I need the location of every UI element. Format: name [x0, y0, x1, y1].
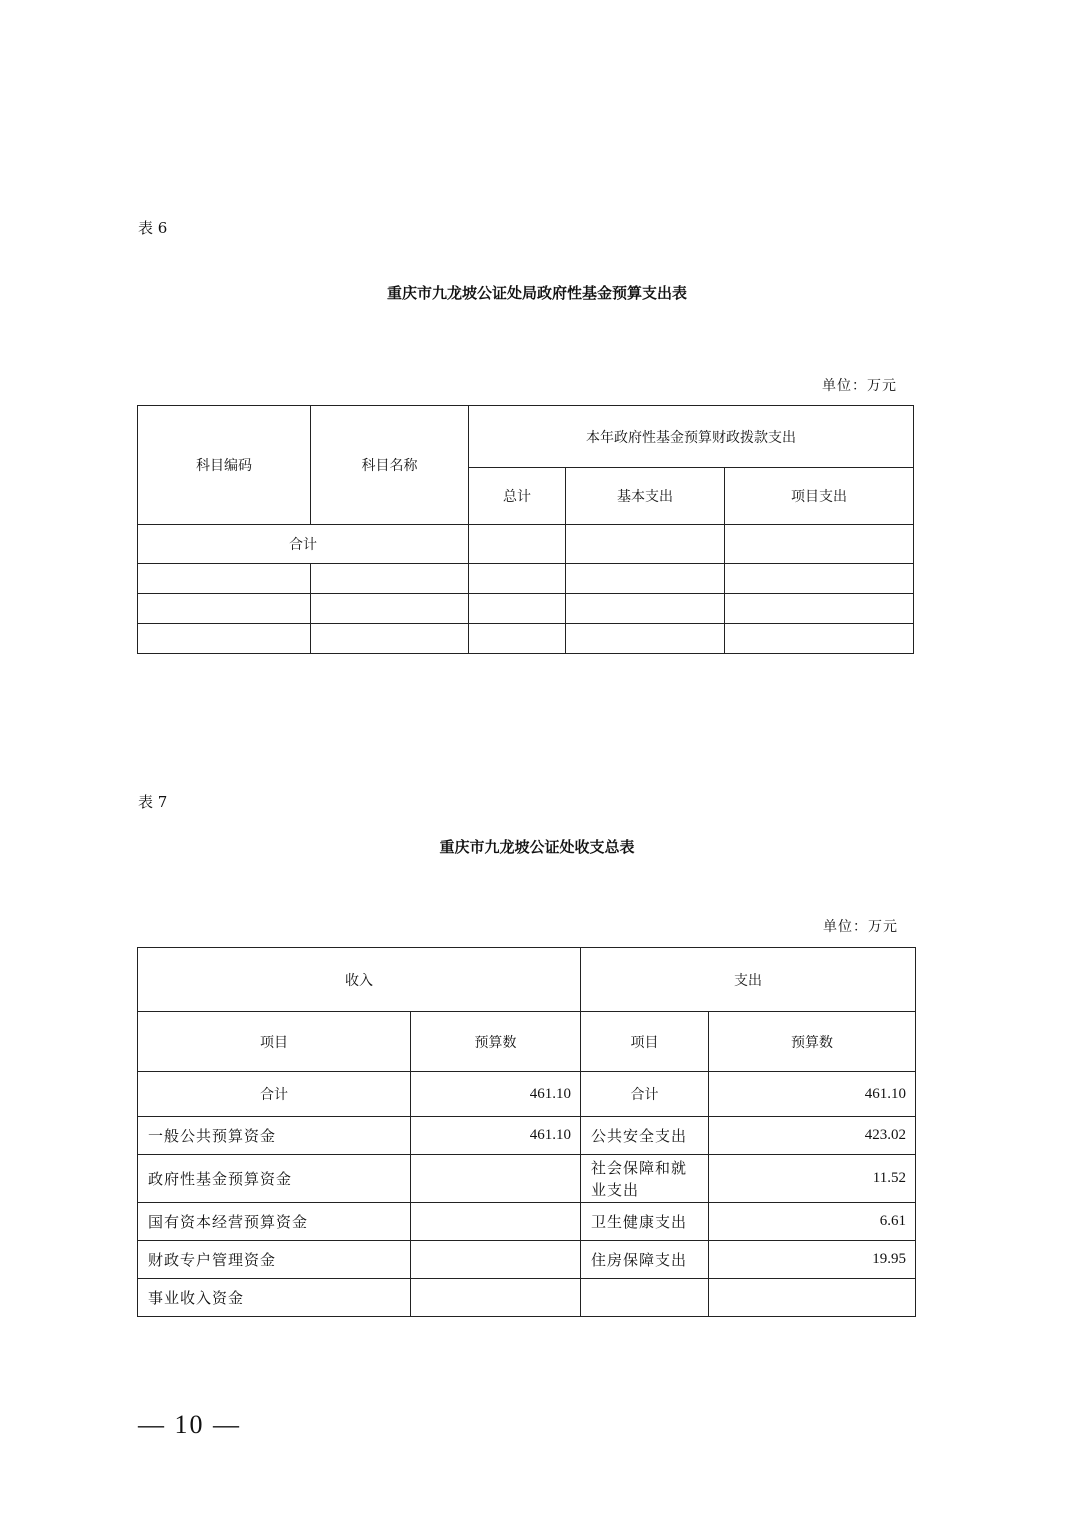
table-cell: [311, 594, 469, 624]
expense-item: [581, 1279, 709, 1317]
header-subject-code: 科目编码: [138, 406, 311, 525]
page-number: — 10 —: [138, 1410, 241, 1439]
table-cell: [566, 564, 725, 594]
table-row: [138, 1279, 916, 1317]
table-row: [138, 594, 914, 624]
income-value: [411, 1241, 581, 1279]
table-cell: [469, 594, 566, 624]
table-cell: [469, 624, 566, 654]
table-cell: [566, 624, 725, 654]
income-item: 国有资本经营预算资金: [138, 1203, 411, 1241]
table-row: [138, 1072, 916, 1117]
table-cell: [725, 594, 914, 624]
table-cell: [138, 594, 311, 624]
table-row: [138, 1203, 916, 1241]
expense-value: 423.02: [709, 1117, 916, 1155]
income-total-value: 461.10: [411, 1072, 581, 1117]
income-item: 事业收入资金: [138, 1279, 411, 1317]
income-value: [411, 1279, 581, 1317]
expense-value: 19.95: [709, 1241, 916, 1279]
expense-value: [709, 1279, 916, 1317]
table7-title: 重庆市九龙坡公证处收支总表: [439, 838, 635, 856]
header-basic: 基本支出: [566, 468, 725, 525]
expense-value: 11.52: [709, 1155, 916, 1203]
income-value: [411, 1155, 581, 1203]
header-fund-expenditure: 本年政府性基金预算财政拨款支出: [469, 406, 914, 468]
header-subject-name: 科目名称: [311, 406, 469, 525]
header-total: 总计: [469, 468, 566, 525]
expense-item: 卫生健康支出: [581, 1203, 709, 1241]
table-cell: [725, 564, 914, 594]
income-value: [411, 1203, 581, 1241]
table-cell: [725, 624, 914, 654]
table-row: [138, 525, 914, 564]
table-cell: [138, 564, 311, 594]
table-cell: [469, 564, 566, 594]
expense-item: 住房保障支出: [581, 1241, 709, 1279]
table-cell: [311, 624, 469, 654]
table-row: [138, 564, 914, 594]
header-income: 收入: [138, 948, 581, 1012]
header-expense-item: 项目: [581, 1012, 709, 1072]
table-row: [138, 1155, 916, 1203]
expense-total-label: 合计: [581, 1072, 709, 1117]
table-row: [138, 1117, 916, 1155]
expense-value: 6.61: [709, 1203, 916, 1241]
table-cell: [566, 594, 725, 624]
table-cell: [138, 624, 311, 654]
income-total-label: 合计: [138, 1072, 411, 1117]
table6: [137, 405, 914, 654]
table6-unit: 单位：万元: [822, 378, 897, 394]
table-cell: [566, 525, 725, 564]
table7: [137, 947, 916, 1317]
income-item: 一般公共预算资金: [138, 1117, 411, 1155]
expense-item: 公共安全支出: [581, 1117, 709, 1155]
table7-unit: 单位：万元: [823, 919, 898, 935]
total-row-label: 合计: [138, 525, 469, 564]
table7-label: 表 7: [138, 793, 168, 811]
income-item: 财政专户管理资金: [138, 1241, 411, 1279]
table6-title: 重庆市九龙坡公证处局政府性基金预算支出表: [386, 284, 687, 302]
table6-label: 表 6: [138, 219, 168, 237]
header-income-item: 项目: [138, 1012, 411, 1072]
header-expense-budget: 预算数: [709, 1012, 916, 1072]
table-cell: [725, 525, 914, 564]
table-row: [138, 1241, 916, 1279]
expense-total-value: 461.10: [709, 1072, 916, 1117]
table-row: [138, 624, 914, 654]
income-item: 政府性基金预算资金: [138, 1155, 411, 1203]
table-cell: [469, 525, 566, 564]
expense-item: 社会保障和就业支出: [581, 1155, 709, 1203]
header-project: 项目支出: [725, 468, 914, 525]
table-cell: [311, 564, 469, 594]
income-value: 461.10: [411, 1117, 581, 1155]
header-income-budget: 预算数: [411, 1012, 581, 1072]
header-expense: 支出: [581, 948, 916, 1012]
